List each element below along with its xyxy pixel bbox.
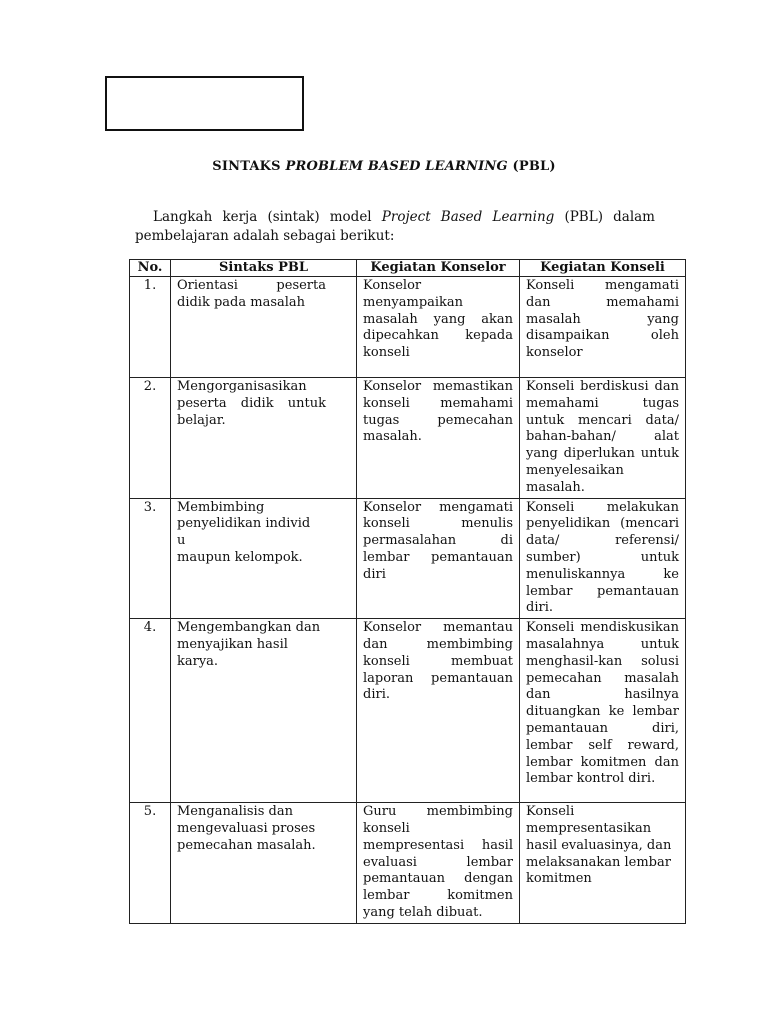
row-number: 1. bbox=[130, 277, 171, 378]
intro-paragraph bbox=[135, 208, 655, 246]
row-konselor: Konselor mengamati konseli menulis permasalahan di lembar pemantauan diri bbox=[357, 498, 520, 619]
row-konseli: Konseli melakukan penyelidikan (mencari data/ referensi/ sumber) untuk menuliskannya ke lembar pemantauan diri. bbox=[520, 498, 686, 619]
title-italic: PROBLEM BASED LEARNING bbox=[285, 159, 508, 174]
row-sintaks: Mengembangkan dan menyajikan hasil karya. bbox=[171, 619, 357, 803]
row-number: 2. bbox=[130, 378, 171, 499]
row-konseli: Konseli mengamati dan memahami masalah yang disampaikan oleh konselor bbox=[520, 277, 686, 378]
title-prefix: SINTAKS bbox=[212, 159, 286, 174]
sintaks-table bbox=[129, 259, 686, 924]
row-konseli: Konseli mendiskusikan masalahnya untuk menghasil-kan solusi pemecahan masalah dan hasilnya dituangkan ke lembar pemantauan diri, lembar self reward, lembar komitmen dan lembar kontrol diri. bbox=[520, 619, 686, 803]
empty-label-box bbox=[105, 76, 304, 131]
row-number: 3. bbox=[130, 498, 171, 619]
intro-italic: Project Based Learning bbox=[381, 209, 555, 225]
table-row bbox=[130, 498, 686, 619]
row-konselor: Konselor memastikan konseli memahami tugas pemecahan masalah. bbox=[357, 378, 520, 499]
row-number: 5. bbox=[130, 803, 171, 924]
row-konselor: Guru membimbing konseli mempresentasi hasil evaluasi lembar pemantauan dengan lembar komitmen yang telah dibuat. bbox=[357, 803, 520, 924]
table-row bbox=[130, 277, 686, 378]
header-konselor: Kegiatan Konselor bbox=[357, 260, 520, 277]
row-konselor: Konselor memantau dan membimbing konseli membuat laporan pemantauan diri. bbox=[357, 619, 520, 803]
header-no: No. bbox=[130, 260, 171, 277]
row-konseli: Konseli berdiskusi dan memahami tugas untuk mencari data/ bahan-bahan/ alat yang diperlukan untuk menyelesaikan masalah. bbox=[520, 378, 686, 499]
row-sintaks: Mengorganisasikan peserta didik untuk belajar. bbox=[171, 378, 357, 499]
row-konselor: Konselor menyampaikan masalah yang akan dipecahkan kepada konseli bbox=[357, 277, 520, 378]
row-sintaks: Membimbing penyelidikan individ u maupun kelompok. bbox=[171, 498, 357, 619]
header-sintaks: Sintaks PBL bbox=[171, 260, 357, 277]
intro-part1: Langkah kerja (sintak) model bbox=[153, 209, 382, 225]
table-row bbox=[130, 803, 686, 924]
page-title bbox=[0, 159, 768, 174]
intro-part2: (PBL) dalam pembelajaran adalah sebagai berikut: bbox=[135, 209, 655, 244]
table-row bbox=[130, 619, 686, 803]
table-header-row bbox=[130, 260, 686, 277]
row-number: 4. bbox=[130, 619, 171, 803]
row-konseli: Konseli mempresentasikan hasil evaluasinya, dan melaksanakan lembar komitmen bbox=[520, 803, 686, 924]
row-sintaks: Menganalisis dan mengevaluasi proses pemecahan masalah. bbox=[171, 803, 357, 924]
header-konseli: Kegiatan Konseli bbox=[520, 260, 686, 277]
row-sintaks: Orientasi peserta didik pada masalah bbox=[171, 277, 357, 378]
table-row bbox=[130, 378, 686, 499]
title-suffix: (PBL) bbox=[507, 159, 556, 174]
